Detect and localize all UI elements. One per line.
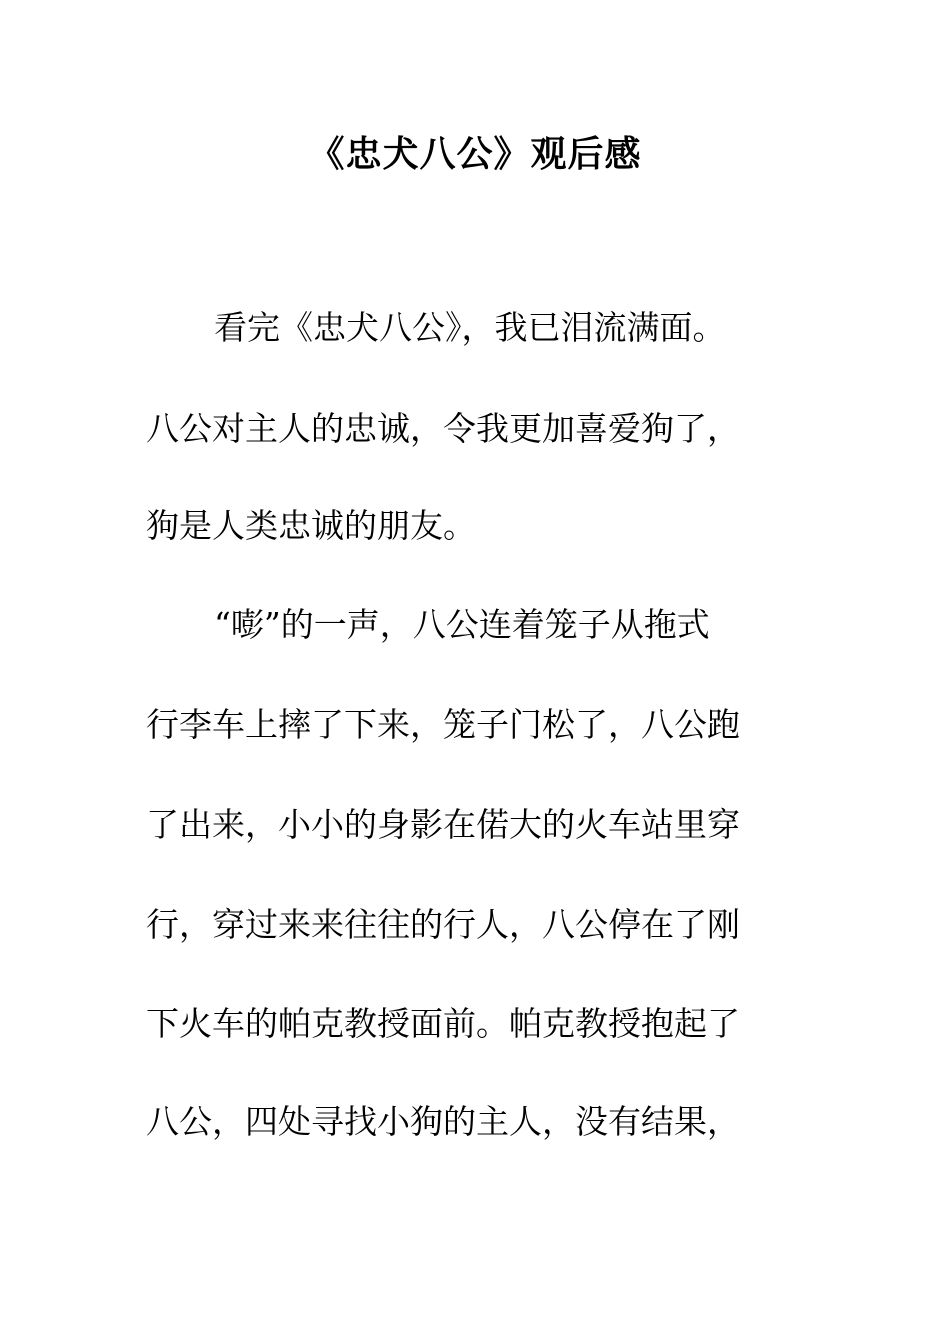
paragraph-line-3: 狗是人类忠诚的朋友。 (146, 506, 476, 545)
paragraph-line-2: 八公对主人的忠诚，令我更加喜爱狗了， (146, 409, 740, 448)
paragraph-line-7: 行，穿过来来往往的行人，八公停在了刚 (146, 905, 740, 944)
paragraph-line-5: 行李车上摔了下来，笼子门松了，八公跑 (146, 705, 740, 744)
paragraph-line-1: 看完《忠犬八公》，我已泪流满面。 (214, 308, 726, 347)
paragraph-line-9: 八公，四处寻找小狗的主人，没有结果， (146, 1102, 740, 1141)
document-title: 《忠犬八公》观后感 (308, 133, 642, 175)
paragraph-line-8: 下火车的帕克教授面前。帕克教授抱起了 (146, 1004, 740, 1043)
paragraph-line-4: “嘭”的一声，八公连着笼子从拖式 (214, 605, 710, 644)
paragraph-line-6: 了出来，小小的身影在偌大的火车站里穿 (146, 805, 740, 844)
